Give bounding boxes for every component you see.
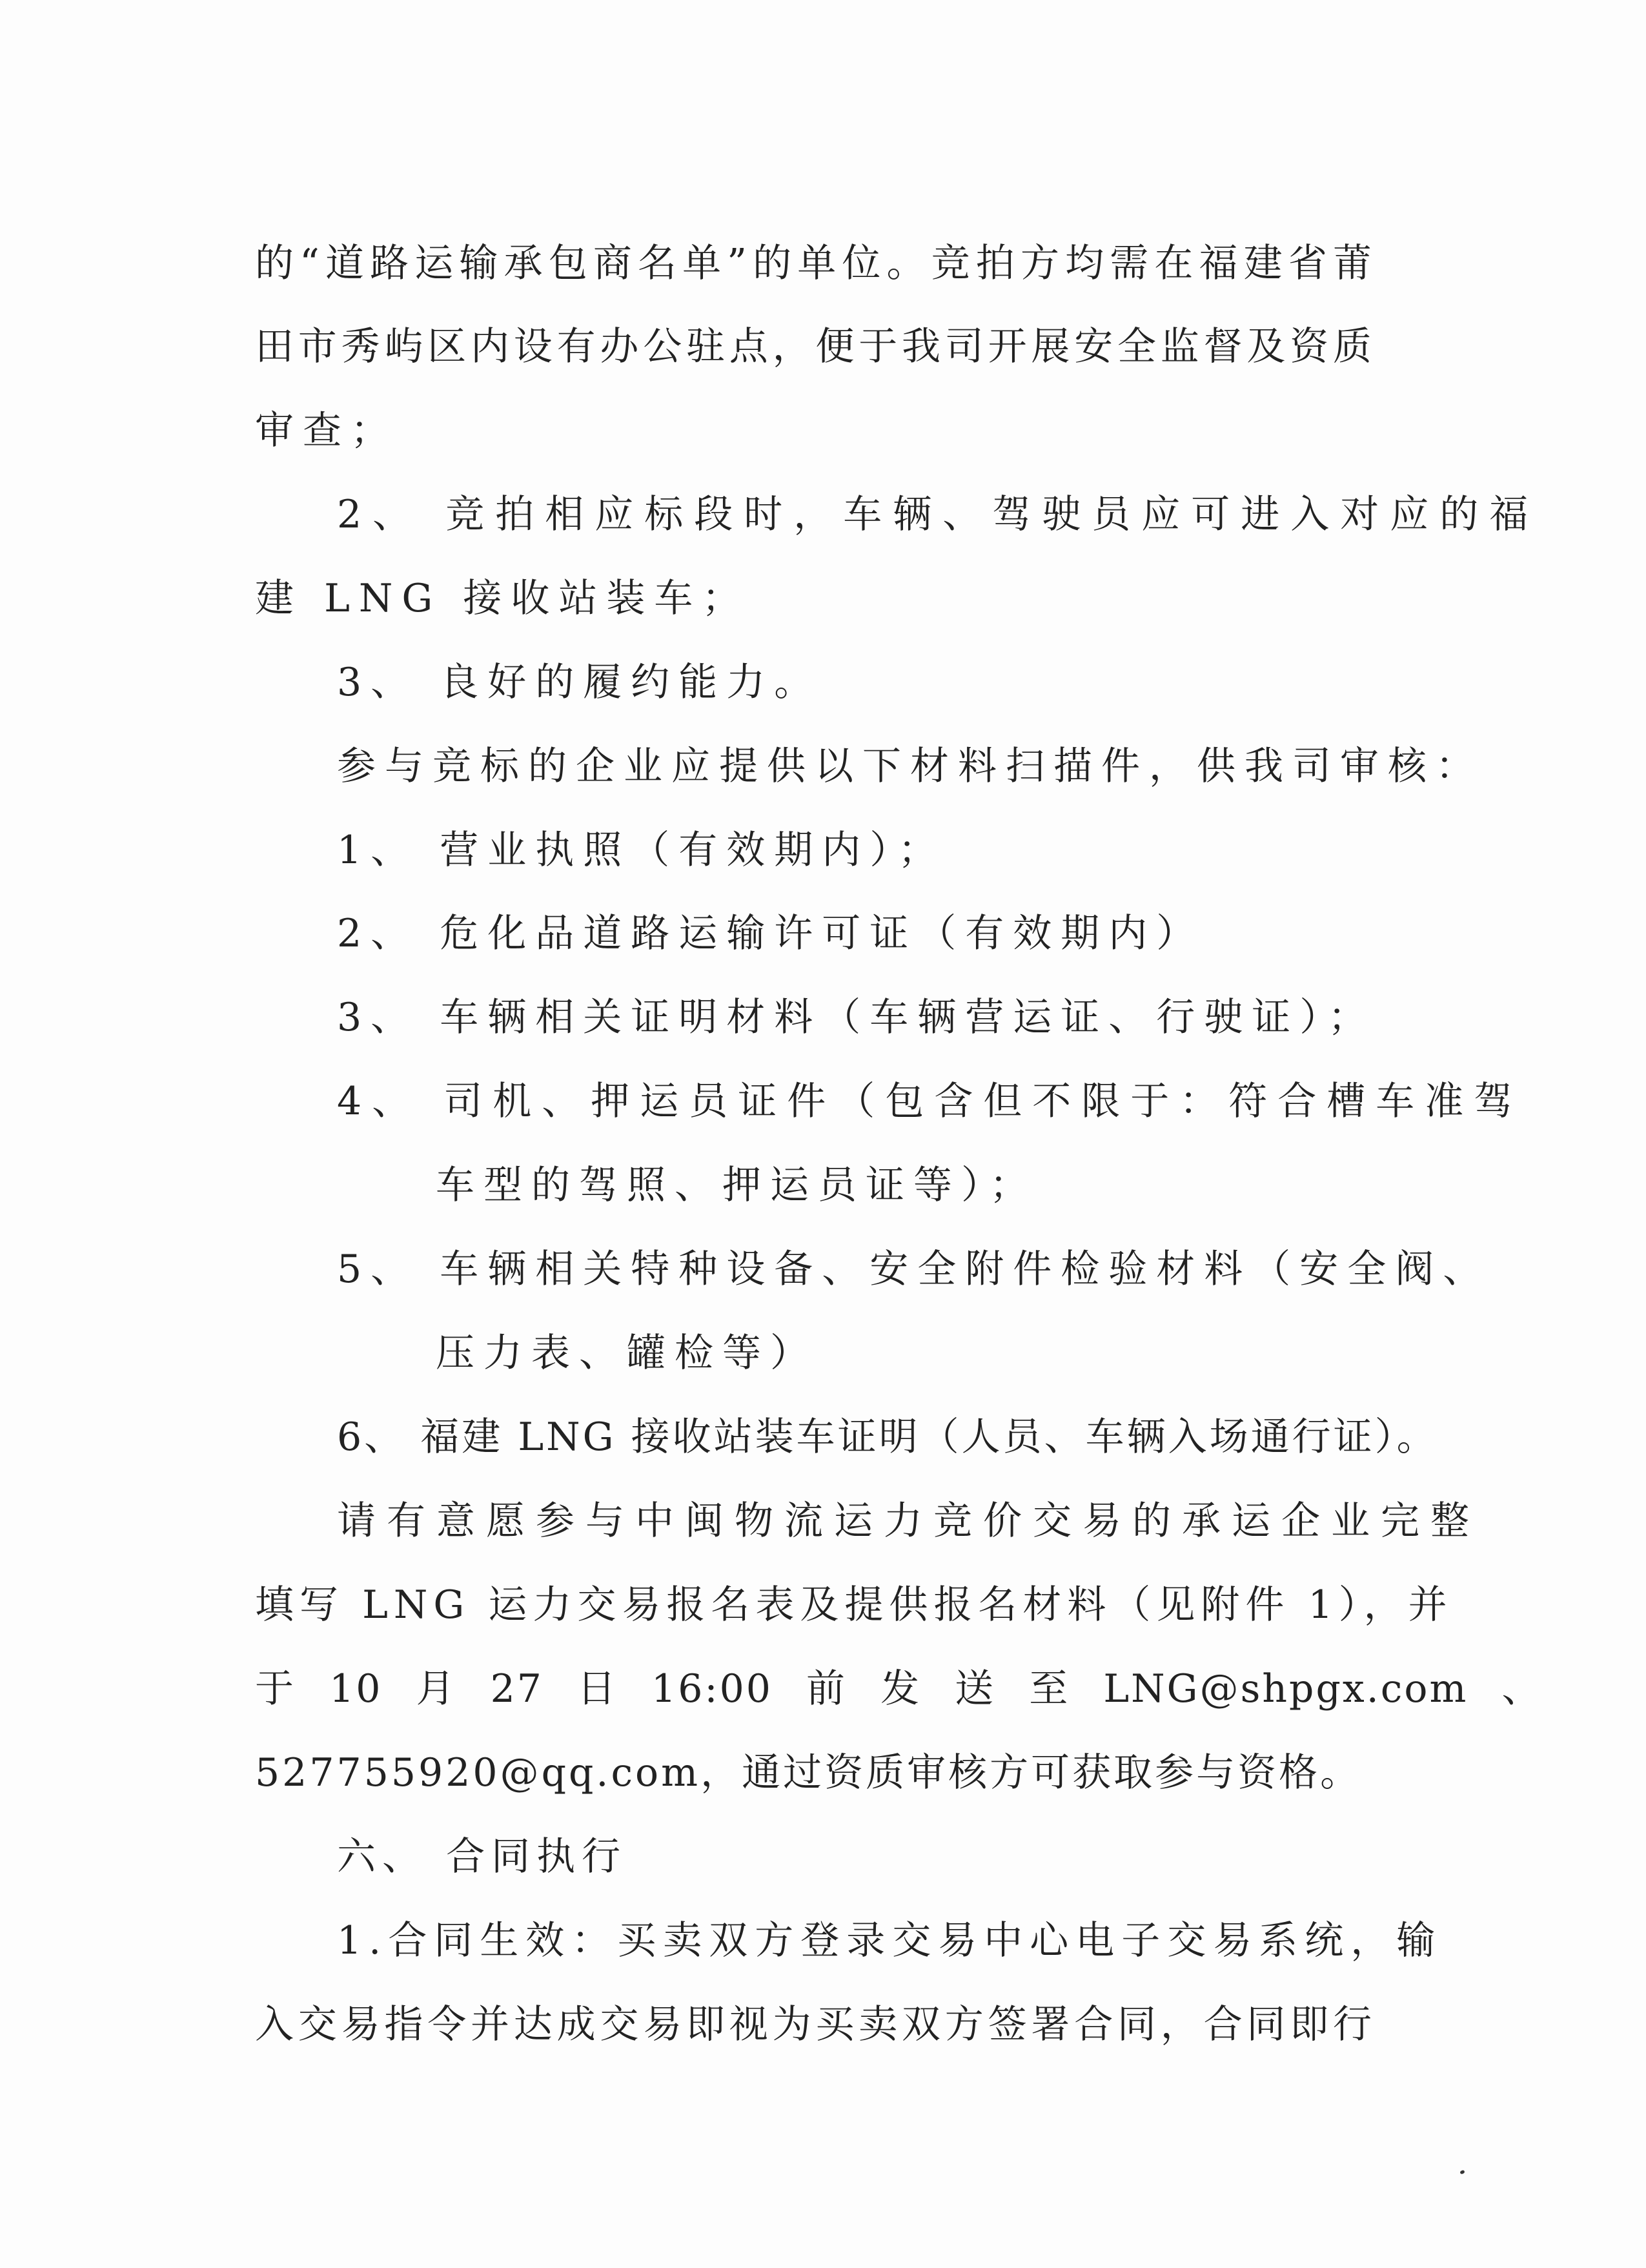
text-line-19: 527755920@qq.com，通过资质审核方可获取参与资格。 bbox=[255, 1750, 1362, 1795]
text-line-9: 2、 危化品道路运输许可证（有效期内） bbox=[337, 911, 1204, 956]
text-line-13: 5、 车辆相关特种设备、安全附件检验材料（安全阀、 bbox=[337, 1247, 1491, 1292]
text-line-2: 田市秀屿区内设有办公驻点，便于我司开展安全监督及资质 bbox=[255, 324, 1372, 369]
text-line-10: 3、 车辆相关证明材料（车辆营运证、行驶证）； bbox=[337, 995, 1376, 1040]
text-line-22: 入交易指令并达成交易即视为买卖双方签署合同，合同即行 bbox=[255, 2002, 1372, 2047]
text-line-5: 建 LNG 接收站装车； bbox=[255, 576, 750, 621]
text-line-14: 压力表、罐检等） bbox=[436, 1331, 818, 1376]
scan-speck bbox=[1459, 2170, 1465, 2174]
text-line-15: 6、 福建 LNG 接收站装车证明（人员、车辆入场通行证）。 bbox=[337, 1415, 1438, 1460]
text-line-11: 4、 司机、押运员证件（包含但不限于：符合槽车准驾 bbox=[337, 1079, 1523, 1124]
text-line-18: 于 10 月 27 日 16:00 前 发 送 至 LNG@shpgx.com 、 bbox=[255, 1666, 1543, 1711]
text-line-12: 车型的驾照、押运员证等）； bbox=[436, 1163, 1037, 1208]
text-line-16: 请有意愿参与中闽物流运力竞价交易的承运企业完整 bbox=[337, 1498, 1480, 1544]
text-line-4: 2、 竞拍相应标段时，车辆、驾驶员应可进入对应的福 bbox=[337, 492, 1539, 537]
text-line-6: 3、 良好的履约能力。 bbox=[337, 660, 822, 705]
text-line-3: 审查； bbox=[255, 408, 398, 453]
text-line-8: 1、 营业执照（有效期内）； bbox=[337, 828, 946, 873]
text-line-7: 参与竞标的企业应提供以下材料扫描件，供我司审核： bbox=[337, 744, 1483, 789]
text-line-1: 的“道路运输承包商名单”的单位。竞拍方均需在福建省莆 bbox=[255, 241, 1372, 286]
section-heading: 六、 合同执行 bbox=[337, 1834, 627, 1879]
text-line-17: 填写 LNG 运力交易报名表及提供报名材料（见附件 1），并 bbox=[255, 1582, 1453, 1628]
text-line-21: 1.合同生效：买卖双方登录交易中心电子交易系统，输 bbox=[337, 1918, 1443, 1963]
